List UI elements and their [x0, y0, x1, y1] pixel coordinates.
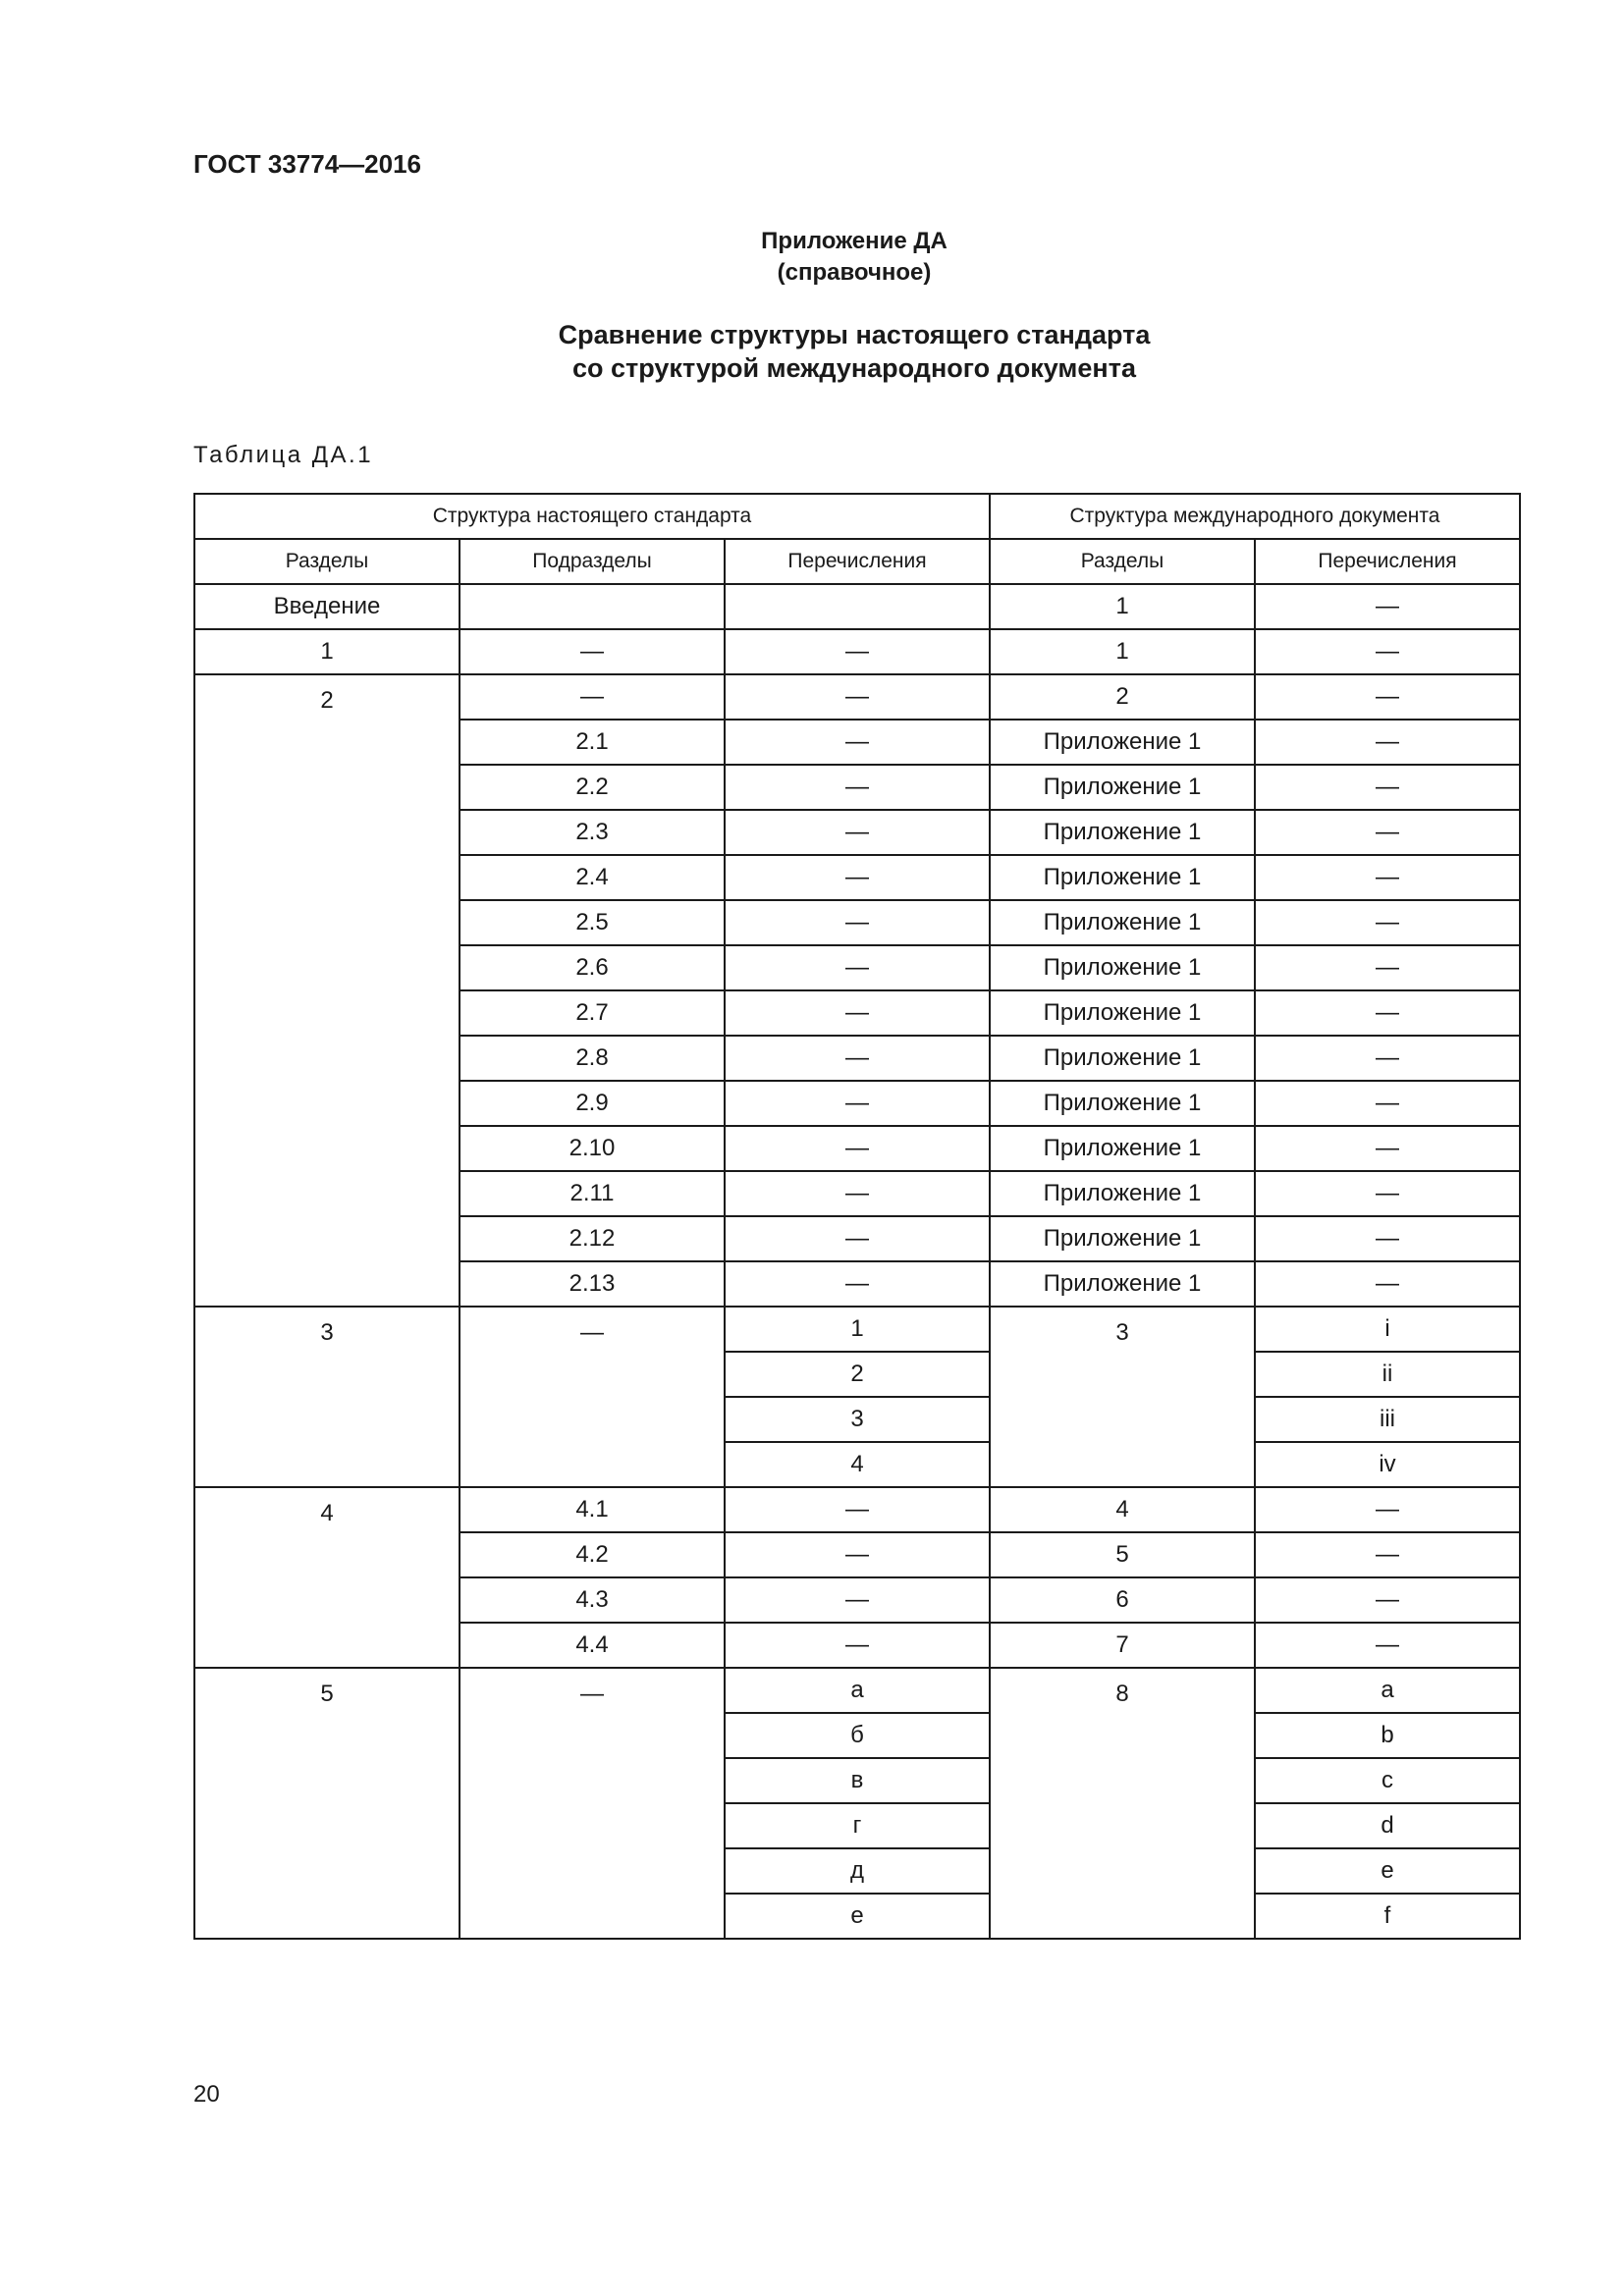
table-cell-intl-section: Приложение 1: [990, 810, 1255, 855]
table-cell-intl-listing: —: [1255, 1216, 1520, 1261]
table-cell-intl-listing: —: [1255, 584, 1520, 629]
table-row: [194, 674, 1520, 720]
table-cell-listing: —: [725, 674, 990, 720]
table-cell-intl-listing: —: [1255, 1081, 1520, 1126]
table-cell-intl-listing: —: [1255, 855, 1520, 900]
table-cell-intl-listing: —: [1255, 990, 1520, 1036]
table-cell-subsection: 2.5: [460, 900, 725, 945]
table-cell-listing: —: [725, 1081, 990, 1126]
table-cell-subsection: [460, 584, 725, 629]
table-cell-subsection: 2.10: [460, 1126, 725, 1171]
table-cell-subsection: —: [460, 674, 725, 720]
table-cell-intl-section: Приложение 1: [990, 1081, 1255, 1126]
table-cell-intl-listing: —: [1255, 945, 1520, 990]
table-cell-subsection: —: [460, 1668, 725, 1939]
table-cell-intl-listing: e: [1255, 1848, 1520, 1894]
table-cell-intl-listing: d: [1255, 1803, 1520, 1848]
table-cell-intl-section: 1: [990, 584, 1255, 629]
annex-title: Приложение ДА: [761, 228, 947, 254]
table-cell-intl-listing: a: [1255, 1668, 1520, 1713]
table-cell-subsection: 2.11: [460, 1171, 725, 1216]
table-row: [194, 629, 1520, 674]
table-cell-listing: —: [725, 765, 990, 810]
annex-heading-line-1: Сравнение структуры настоящего стандарта: [558, 320, 1151, 349]
table-cell-intl-listing: —: [1255, 1487, 1520, 1532]
table-cell-subsection: 4.1: [460, 1487, 725, 1532]
table-cell-intl-section: Приложение 1: [990, 765, 1255, 810]
group-header-international: Структура международного документа: [990, 494, 1520, 539]
table-cell-listing: 4: [725, 1442, 990, 1487]
table-cell-listing: г: [725, 1803, 990, 1848]
table-cell-intl-listing: iv: [1255, 1442, 1520, 1487]
table-cell-intl-section: 2: [990, 674, 1255, 720]
table-cell-intl-section: Приложение 1: [990, 990, 1255, 1036]
table-cell-listing: —: [725, 1532, 990, 1577]
table-cell-intl-section: Приложение 1: [990, 945, 1255, 990]
table-cell-intl-listing: —: [1255, 1532, 1520, 1577]
table-cell-listing: —: [725, 629, 990, 674]
table-cell-intl-listing: f: [1255, 1894, 1520, 1939]
table-cell-intl-listing: —: [1255, 900, 1520, 945]
table-cell-subsection: 2.6: [460, 945, 725, 990]
table-cell-intl-section: Приложение 1: [990, 855, 1255, 900]
table-cell-listing: —: [725, 945, 990, 990]
table-cell-intl-listing: iii: [1255, 1397, 1520, 1442]
group-header-national: Структура настоящего стандарта: [194, 494, 990, 539]
annex-heading-line-2: со структурой международного документа: [572, 353, 1136, 383]
table-cell-intl-listing: —: [1255, 765, 1520, 810]
table-row: [194, 584, 1520, 629]
table-cell-intl-section: Приложение 1: [990, 1216, 1255, 1261]
table-cell-listing: —: [725, 990, 990, 1036]
table-cell-intl-section: Приложение 1: [990, 1036, 1255, 1081]
table-cell-intl-section: 1: [990, 629, 1255, 674]
table-cell-listing: б: [725, 1713, 990, 1758]
table-cell-listing: а: [725, 1668, 990, 1713]
table-cell-listing: —: [725, 1126, 990, 1171]
table-cell-intl-section: 8: [990, 1668, 1255, 1939]
table-cell-listing: —: [725, 810, 990, 855]
table-cell-subsection: —: [460, 1307, 725, 1487]
table-cell-intl-listing: b: [1255, 1713, 1520, 1758]
table-cell-section: 4: [194, 1487, 460, 1668]
column-header-sections: Разделы: [194, 539, 460, 584]
comparison-table: [193, 493, 1521, 1940]
table-cell-section: 3: [194, 1307, 460, 1487]
table-cell-intl-listing: —: [1255, 810, 1520, 855]
table-cell-intl-listing: i: [1255, 1307, 1520, 1352]
table-cell-listing: 2: [725, 1352, 990, 1397]
table-cell-subsection: 2.7: [460, 990, 725, 1036]
table-cell-intl-section: 3: [990, 1307, 1255, 1487]
table-cell-intl-section: 4: [990, 1487, 1255, 1532]
table-cell-subsection: 2.4: [460, 855, 725, 900]
table-cell-intl-listing: ii: [1255, 1352, 1520, 1397]
table-cell-listing: —: [725, 855, 990, 900]
table-cell-intl-listing: —: [1255, 1623, 1520, 1668]
table-cell-subsection: 2.8: [460, 1036, 725, 1081]
table-cell-section: 5: [194, 1668, 460, 1939]
table-caption: Таблица ДА.1: [193, 442, 374, 468]
page-number: 20: [193, 2081, 220, 2108]
table-cell-intl-listing: —: [1255, 1036, 1520, 1081]
table-cell-listing: —: [725, 1171, 990, 1216]
column-header-intl-listings: Перечисления: [1255, 539, 1520, 584]
table-cell-intl-listing: c: [1255, 1758, 1520, 1803]
table-cell-listing: в: [725, 1758, 990, 1803]
table-cell-listing: —: [725, 720, 990, 765]
table-cell-intl-listing: —: [1255, 1126, 1520, 1171]
table-cell-listing: —: [725, 1487, 990, 1532]
table-cell-intl-listing: —: [1255, 1261, 1520, 1307]
table-cell-listing: —: [725, 1623, 990, 1668]
document-code: ГОСТ 33774—2016: [193, 149, 421, 179]
table-cell-subsection: 4.3: [460, 1577, 725, 1623]
table-cell-listing: —: [725, 1577, 990, 1623]
table-cell-listing: [725, 584, 990, 629]
table-cell-subsection: 2.13: [460, 1261, 725, 1307]
table-cell-subsection: —: [460, 629, 725, 674]
table-cell-listing: д: [725, 1848, 990, 1894]
table-cell-listing: —: [725, 900, 990, 945]
table-cell-intl-section: 6: [990, 1577, 1255, 1623]
column-header-subsections: Подразделы: [460, 539, 725, 584]
table-cell-intl-section: Приложение 1: [990, 1126, 1255, 1171]
table-cell-listing: —: [725, 1036, 990, 1081]
table-cell-intl-listing: —: [1255, 720, 1520, 765]
table-cell-intl-section: Приложение 1: [990, 1261, 1255, 1307]
table-row: [194, 1307, 1520, 1352]
table-cell-listing: е: [725, 1894, 990, 1939]
table-cell-listing: —: [725, 1261, 990, 1307]
table-cell-intl-listing: —: [1255, 1577, 1520, 1623]
table-cell-section: 1: [194, 629, 460, 674]
column-header-listings: Перечисления: [725, 539, 990, 584]
table-cell-listing: 3: [725, 1397, 990, 1442]
table-cell-intl-listing: —: [1255, 674, 1520, 720]
table-cell-intl-section: 5: [990, 1532, 1255, 1577]
table-cell-intl-section: Приложение 1: [990, 720, 1255, 765]
table-cell-listing: 1: [725, 1307, 990, 1352]
table-row: [194, 1668, 1520, 1713]
annex-type: (справочное): [777, 259, 932, 286]
column-header-intl-sections: Разделы: [990, 539, 1255, 584]
table-cell-intl-listing: —: [1255, 629, 1520, 674]
table-cell-subsection: 2.3: [460, 810, 725, 855]
table-cell-subsection: 2.1: [460, 720, 725, 765]
table-cell-subsection: 2.12: [460, 1216, 725, 1261]
table-cell-subsection: 2.9: [460, 1081, 725, 1126]
table-cell-intl-section: 7: [990, 1623, 1255, 1668]
table-cell-intl-section: Приложение 1: [990, 900, 1255, 945]
table-cell-section: Введение: [194, 584, 460, 629]
table-cell-section: 2: [194, 674, 460, 1307]
table-cell-listing: —: [725, 1216, 990, 1261]
table-cell-intl-section: Приложение 1: [990, 1171, 1255, 1216]
table-row: [194, 1487, 1520, 1532]
table-cell-subsection: 4.2: [460, 1532, 725, 1577]
table-cell-subsection: 4.4: [460, 1623, 725, 1668]
table-cell-subsection: 2.2: [460, 765, 725, 810]
table-cell-intl-listing: —: [1255, 1171, 1520, 1216]
